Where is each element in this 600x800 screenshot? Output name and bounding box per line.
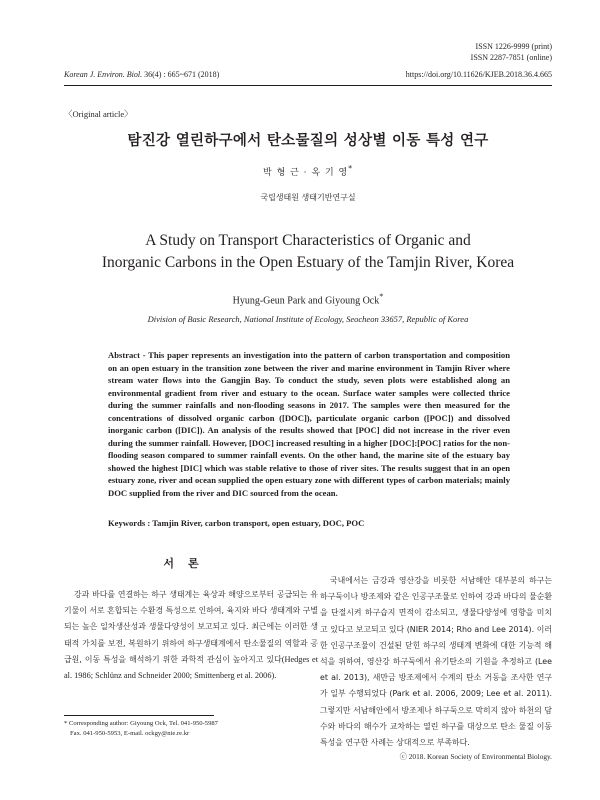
korean-affiliation: 국립생태원 생태기반연구실 xyxy=(260,193,356,202)
header-rule xyxy=(64,85,552,86)
english-author-names: Hyung-Geun Park and Giyoung Ock xyxy=(232,295,380,307)
english-corresponding-mark: * xyxy=(379,292,384,301)
footnote xyxy=(64,719,314,738)
english-affiliation: Division of Basic Research, National Institute of Ecology, Seocheon 33657, Republic of Korea xyxy=(147,314,469,324)
english-title xyxy=(64,230,552,274)
english-authors xyxy=(64,292,552,306)
volume-pages: 36(4) : 665~671 (2018) xyxy=(144,70,220,79)
english-title-line-2: Inorganic Carbons in the Open Estuary of the Tamjin River, Korea xyxy=(101,254,515,271)
korean-authors xyxy=(64,164,552,178)
keywords: Keywords : Tamjin River, carbon transport, open estuary, DOC, POC xyxy=(108,518,365,528)
issn-online: ISSN 2287-7851 (online) xyxy=(470,53,552,62)
body-column-right xyxy=(320,573,552,751)
intro-paragraph-1 xyxy=(64,587,318,684)
english-title-line-1: A Study on Transport Characteristics of Organic and xyxy=(145,232,471,249)
footnote-rule xyxy=(64,715,214,716)
journal-citation xyxy=(64,70,219,79)
korean-title: 탐진강 열린하구에서 탄소물질의 성상별 이동 특성 연구 xyxy=(127,133,489,149)
footnote-line-1: * Corresponding author: Giyoung Ock, Tel. 041-950-5987 xyxy=(64,720,218,727)
issn-print: ISSN 1226-9999 (print) xyxy=(475,42,552,51)
korean-author-names: 박 형 근 · 옥 기 영 xyxy=(263,168,349,178)
body-column-left xyxy=(64,587,318,684)
running-header xyxy=(64,70,552,82)
abstract: Abstract - This paper represents an investigation into the pattern of carbon transportation and composition on an open estuary in the transition zone between the river and marine environment in Tamjin River where stream water flows into the Gangjin Bay. To conduct the study, seven plots were established along an environmental gradient from river and estuary to the ocean. Surface water samples were collected thrice during the summer rainfalls and non-flooding seasons in 2017. The samples were then measured for the concentrations of dissolved organic carbon ([DOC]), particulate organic carbon ([POC]) and dissolved inorganic carbon ([DIC]). An analysis of the results showed that [POC] did not increase in the river even during the summer rainfall. However, [DOC] increased resulting in a higher [DOC]:[POC] ratios for the non-flooding season compared to summer rainfall events. On the other hand, the marine site of the estuary bay showed the highest [DIC] which was stable relative to those of river sites. The results suggest that in an open estuary zone, river and ocean supplied the open estuary zone with different types of carbon materials; mainly DOC supplied from the river and DIC sourced from the ocean. xyxy=(108,350,510,498)
article-type: 〈Original article〉 xyxy=(64,109,133,119)
issn-block xyxy=(471,41,552,63)
intro-paragraph-1-text: 강과 바다를 연결하는 하구 생태계는 육상과 해양으로부터 공급되는 유기물이 서로 혼합되는 수환경 특성으로 인하여, 육지와 바다 생태계와 구별되는 높은 일차생산성과 생물다양성이 보고되고 있다. 최근에는 이러한 생태적 가치를 보전, 복원하기 위하여 하구생태계에서 탄소물질의 역할과 공급원, 이동 특성을 해석하기 위한 과학적 관심이 높아지고 있다 xyxy=(64,590,318,664)
copyright: ⓒ 2018. Korean Society of Environmental Biology. xyxy=(399,752,552,761)
section-heading-introduction: 서론 xyxy=(163,557,213,570)
journal-name: Korean J. Environ. Biol. xyxy=(64,70,143,79)
intro-paragraph-2: 국내에서는 금강과 영산강을 비롯한 서남해안 대부분의 하구는 하구둑이나 방조제와 같은 인공구조물로 인하여 강과 바다의 물순환을 단절시켜 하구습지 면적이 감소되고, 생물다양성에 영향을 미치고 있다고 보고되고 있다 (NIER 2014; Rho and Lee 2014). 이러한 인공구조물이 건설된 닫힌 하구의 생태계 변화에 대한 기능적 해석을 위하여, 영산강 하구둑에서 유기탄소의 기원을 추정하고 (Lee et al. 2013), 새만금 방조제에서 수계의 탄소 거동을 조사한 연구가 일부 수행되었다 (Park et al. 2006, 2009; Lee et al. 2011). 그렇지만 서남해안에서 방조제나 하구둑으로 막히지 않아 하천의 담수와 바다의 해수가 교차하는 열린 하구를 대상으로 탄소 물질 이동 특성을 연구한 사례는 상대적으로 부족하다. xyxy=(320,576,552,748)
corresponding-mark: * xyxy=(348,164,353,173)
footnote-line-2: Fax. 041-950-5953, E-mail. ockgy@nie.re.kr xyxy=(70,729,190,737)
intro-paragraph-1-citation: (Hedges et al. 1986; Schlünz and Schneider 2000; Smittenberg et al. 2006). xyxy=(64,654,318,681)
doi-link[interactable]: https://doi.org/10.11626/KJEB.2018.36.4.665 xyxy=(405,70,552,79)
